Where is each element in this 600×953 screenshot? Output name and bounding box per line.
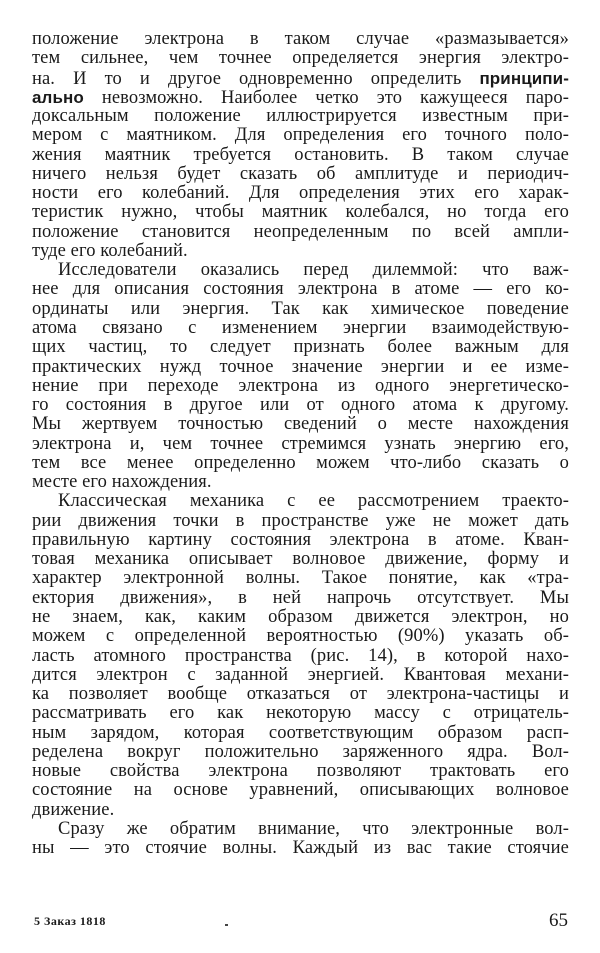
text-run: тем сильнее, чем точнее определяется энергия электро- — [32, 48, 569, 69]
text-run: Сразу же обратим внимание, что электронные вол- — [58, 818, 569, 839]
text-run: электрона и, чем точнее стремимся узнать энергию его, — [32, 433, 569, 454]
text-line — [32, 88, 569, 107]
text-line — [32, 261, 569, 280]
text-run: рии движения точки в пространстве уже не может дать — [32, 510, 569, 531]
text-run: ны — это стоячие волны. Каждый из вас такие стоячие — [32, 838, 569, 859]
bold-text-run: ально — [32, 87, 84, 107]
text-run: нение при переходе электрона из одного энергетическо- — [32, 375, 569, 396]
printer-signature: 5 Заказ 1818 — [34, 914, 106, 928]
text-line — [32, 666, 569, 685]
text-line — [32, 512, 569, 531]
text-run: теристик нужно, чтобы маятник колебался, но тогда его — [32, 202, 569, 223]
text-run: ределена вокруг положительно заряженного ядра. Вол- — [32, 741, 569, 762]
text-line — [32, 126, 569, 145]
text-line — [32, 319, 569, 338]
text-run: рассматривать его как некоторую массу с отрицатель- — [32, 703, 569, 724]
text-run: ординаты или энергия. Так как химическое поведение — [32, 298, 569, 319]
text-line — [32, 608, 569, 627]
text-line — [32, 492, 569, 511]
text-line — [32, 203, 569, 222]
text-line — [32, 377, 569, 396]
text-line — [32, 396, 569, 415]
text-line — [32, 839, 569, 858]
paragraph — [32, 30, 569, 261]
paragraph — [32, 820, 569, 859]
text-run: Исследователи оказались перед дилеммой: что важ- — [58, 260, 569, 281]
text-run: ектория движения», в ней напрочь отсутствует. Мы — [32, 587, 569, 608]
text-line — [32, 184, 569, 203]
text-run: туде его колебаний. — [32, 240, 188, 261]
text-line — [32, 569, 569, 588]
text-run: го состояния в другое или от одного атома к другому. — [32, 395, 569, 416]
text-line — [32, 242, 569, 261]
text-line — [32, 724, 569, 743]
text-line — [32, 49, 569, 68]
text-line — [32, 30, 569, 49]
text-run: атома связано с изменением энергии взаимодействую- — [32, 317, 569, 338]
text-run: новые свойства электрона позволяют трактовать его — [32, 761, 569, 782]
text-line — [32, 165, 569, 184]
text-run: нее для описания состояния электрона в атоме — его ко- — [32, 279, 569, 300]
text-line — [32, 531, 569, 550]
text-run: Классическая механика с ее рассмотрением траекто- — [58, 491, 569, 512]
text-line — [32, 415, 569, 434]
text-run: правильную картину состояния электрона в атоме. Кван- — [32, 529, 569, 550]
text-line — [32, 338, 569, 357]
text-line — [32, 781, 569, 800]
text-run: состояние на основе уравнений, описывающих волновое — [32, 780, 569, 801]
text-line — [32, 743, 569, 762]
text-run: на. И то и другое одновременно определить — [32, 68, 480, 89]
text-run: ным зарядом, которая соответствующим образом расп- — [32, 722, 569, 743]
text-run: ка позволяет вообще отказаться от электрона-частицы и — [32, 684, 569, 705]
text-run: дится электрон с заданной энергией. Квантовая механи- — [32, 664, 569, 685]
text-run: невозможно. Наиболее четко это кажущееся паро- — [83, 87, 569, 108]
text-line — [32, 454, 569, 473]
text-run: не знаем, как, каким образом движется электрон, но — [32, 606, 569, 627]
page-body — [32, 30, 569, 858]
page-number: 65 — [549, 910, 568, 931]
text-line — [32, 685, 569, 704]
text-run: доксальным положение иллюстрируется известным при- — [32, 106, 569, 127]
text-run: жения маятник требуется остановить. В таком случае — [32, 144, 569, 165]
text-run: ласть атомного пространства (рис. 14), в которой нахо- — [32, 645, 569, 666]
text-run: положение становится неопределенным по всей ампли- — [32, 221, 569, 242]
text-line — [32, 358, 569, 377]
bold-text-run: принципи- — [479, 68, 569, 88]
text-line — [32, 647, 569, 666]
text-line — [32, 820, 569, 839]
text-line — [32, 107, 569, 126]
text-line — [32, 280, 569, 299]
text-run: мером с маятником. Для определения его точного поло- — [32, 125, 569, 146]
text-run: характер электронной волны. Такое понятие, как «тра- — [32, 568, 569, 589]
text-line — [32, 550, 569, 569]
paragraph — [32, 492, 569, 820]
text-run: ничего нельзя будет сказать об амплитуде и периодич- — [32, 163, 569, 184]
text-line — [32, 435, 569, 454]
print-speck — [225, 924, 228, 926]
text-run: щих частиц, то следует признать более важным для — [32, 337, 569, 358]
text-line — [32, 589, 569, 608]
text-run: товая механика описывает волновое движение, форму и — [32, 549, 569, 570]
text-line — [32, 300, 569, 319]
text-run: практических нужд точное значение энергии и ее изме- — [32, 356, 569, 377]
paragraph — [32, 261, 569, 492]
text-run: Мы жертвуем точностью сведений о месте нахождения — [32, 414, 569, 435]
text-run: месте его нахождения. — [32, 472, 212, 493]
text-line — [32, 762, 569, 781]
text-line — [32, 801, 569, 820]
text-run: ности его колебаний. Для определения этих его харак- — [32, 183, 569, 204]
text-line — [32, 704, 569, 723]
text-run: движение. — [32, 799, 115, 820]
text-line — [32, 473, 569, 492]
text-line — [32, 69, 569, 88]
text-line — [32, 627, 569, 646]
text-line — [32, 223, 569, 242]
text-run: можем с определенной вероятностью (90%) указать об- — [32, 626, 569, 647]
text-line — [32, 146, 569, 165]
text-run: тем все менее определенно можем что-либо сказать о — [32, 452, 569, 473]
text-run: положение электрона в таком случае «размазывается» — [32, 29, 569, 49]
